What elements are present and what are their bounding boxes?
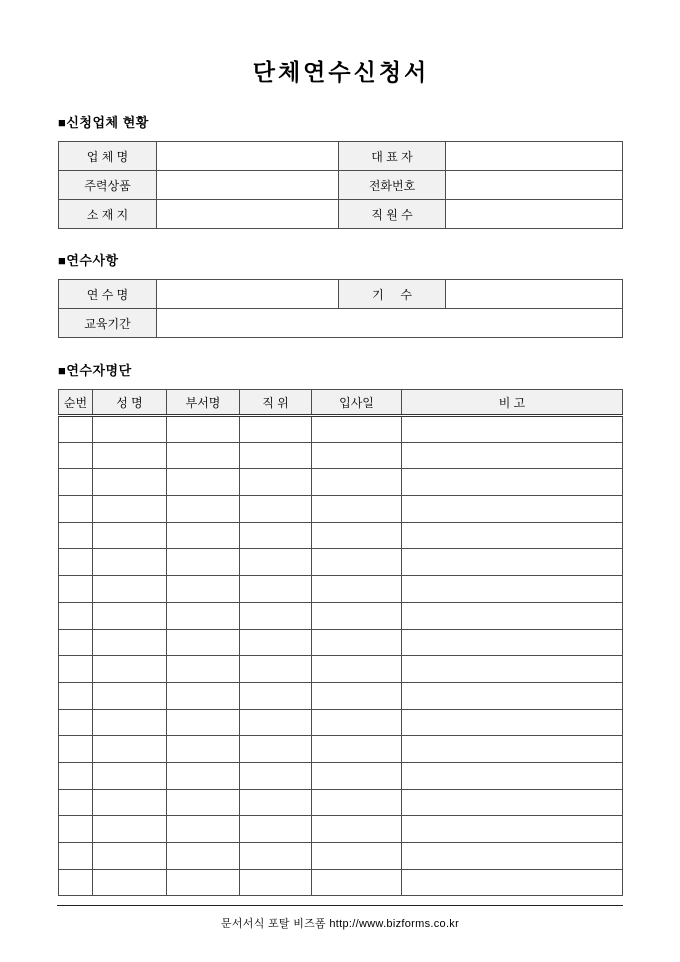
- empty-cell: [93, 843, 167, 870]
- empty-cell: [240, 496, 312, 523]
- trainee-row: [59, 549, 623, 576]
- empty-cell: [167, 442, 240, 469]
- field-value-training-name: [157, 280, 339, 309]
- empty-cell: [167, 629, 240, 656]
- empty-cell: [93, 629, 167, 656]
- empty-cell: [167, 762, 240, 789]
- trainee-header-row: [59, 390, 623, 416]
- company-info-table: [58, 141, 623, 229]
- empty-cell: [402, 416, 623, 443]
- trainee-row: [59, 736, 623, 763]
- empty-cell: [402, 736, 623, 763]
- empty-cell: [59, 549, 93, 576]
- trainee-row: [59, 682, 623, 709]
- training-info-table: [58, 279, 623, 338]
- empty-cell: [402, 843, 623, 870]
- section-heading-trainees: ■연수자명단: [58, 363, 132, 378]
- field-value-location: [157, 200, 339, 229]
- empty-cell: [240, 709, 312, 736]
- empty-cell: [402, 522, 623, 549]
- empty-cell: [312, 709, 402, 736]
- trainee-row: [59, 522, 623, 549]
- empty-cell: [402, 442, 623, 469]
- empty-cell: [312, 469, 402, 496]
- empty-cell: [312, 736, 402, 763]
- empty-cell: [59, 442, 93, 469]
- empty-cell: [93, 656, 167, 683]
- empty-cell: [167, 576, 240, 603]
- empty-cell: [59, 762, 93, 789]
- empty-cell: [240, 442, 312, 469]
- empty-cell: [240, 762, 312, 789]
- empty-cell: [240, 576, 312, 603]
- empty-cell: [167, 602, 240, 629]
- empty-cell: [312, 762, 402, 789]
- empty-cell: [167, 682, 240, 709]
- trainee-row: [59, 416, 623, 443]
- empty-cell: [240, 656, 312, 683]
- empty-cell: [312, 869, 402, 896]
- empty-cell: [402, 762, 623, 789]
- empty-cell: [93, 736, 167, 763]
- empty-cell: [59, 843, 93, 870]
- empty-cell: [402, 869, 623, 896]
- empty-cell: [312, 816, 402, 843]
- empty-cell: [312, 843, 402, 870]
- empty-cell: [93, 789, 167, 816]
- footer-divider: [57, 905, 623, 906]
- column-header-department: 부서명: [167, 390, 240, 416]
- empty-cell: [240, 629, 312, 656]
- trainee-row: [59, 469, 623, 496]
- trainee-row: [59, 762, 623, 789]
- empty-cell: [167, 869, 240, 896]
- empty-cell: [312, 522, 402, 549]
- column-header-position: 직 위: [240, 390, 312, 416]
- empty-cell: [402, 496, 623, 523]
- trainee-row: [59, 789, 623, 816]
- empty-cell: [167, 709, 240, 736]
- empty-cell: [240, 602, 312, 629]
- empty-cell: [59, 629, 93, 656]
- document-content: [58, 0, 624, 896]
- empty-cell: [93, 709, 167, 736]
- empty-cell: [402, 602, 623, 629]
- empty-cell: [93, 416, 167, 443]
- field-label-training-period: 교육기간: [59, 309, 157, 338]
- empty-cell: [312, 629, 402, 656]
- empty-cell: [59, 469, 93, 496]
- empty-cell: [167, 789, 240, 816]
- training-row-1: [59, 280, 623, 309]
- empty-cell: [167, 522, 240, 549]
- empty-cell: [240, 416, 312, 443]
- column-header-number: 순번: [59, 390, 93, 416]
- field-label-training-name: 연 수 명: [59, 280, 157, 309]
- field-label-employee-count: 직 원 수: [339, 200, 446, 229]
- trainee-row: [59, 656, 623, 683]
- trainee-rows: [59, 416, 623, 896]
- trainee-row: [59, 602, 623, 629]
- empty-cell: [312, 656, 402, 683]
- column-header-remarks: 비 고: [402, 390, 623, 416]
- trainee-row: [59, 843, 623, 870]
- trainee-list-table: [58, 389, 623, 896]
- trainee-row: [59, 816, 623, 843]
- empty-cell: [312, 416, 402, 443]
- empty-cell: [93, 816, 167, 843]
- empty-cell: [59, 496, 93, 523]
- empty-cell: [59, 522, 93, 549]
- trainee-row: [59, 496, 623, 523]
- empty-cell: [93, 576, 167, 603]
- empty-cell: [59, 576, 93, 603]
- footer-site-credit: 문서서식 포탈 비즈폼 http://www.bizforms.co.kr: [220, 918, 460, 931]
- empty-cell: [59, 869, 93, 896]
- empty-cell: [402, 549, 623, 576]
- empty-cell: [59, 416, 93, 443]
- empty-cell: [59, 709, 93, 736]
- empty-cell: [59, 816, 93, 843]
- company-row-1: [59, 142, 623, 171]
- section-heading-company: ■신청업체 현황: [58, 115, 149, 130]
- training-row-2: [59, 309, 623, 338]
- empty-cell: [312, 576, 402, 603]
- empty-cell: [240, 682, 312, 709]
- empty-cell: [312, 602, 402, 629]
- empty-cell: [59, 736, 93, 763]
- empty-cell: [402, 816, 623, 843]
- empty-cell: [312, 549, 402, 576]
- column-header-hire-date: 입사일: [312, 390, 402, 416]
- empty-cell: [167, 656, 240, 683]
- trainee-row: [59, 869, 623, 896]
- trainee-row: [59, 576, 623, 603]
- empty-cell: [240, 522, 312, 549]
- field-value-company-name: [157, 142, 339, 171]
- field-label-main-product: 주력상품: [59, 171, 157, 200]
- empty-cell: [312, 789, 402, 816]
- empty-cell: [240, 789, 312, 816]
- empty-cell: [59, 789, 93, 816]
- empty-cell: [93, 869, 167, 896]
- field-label-representative: 대 표 자: [339, 142, 446, 171]
- empty-cell: [167, 843, 240, 870]
- empty-cell: [402, 682, 623, 709]
- field-value-phone: [446, 171, 623, 200]
- empty-cell: [93, 442, 167, 469]
- empty-cell: [240, 549, 312, 576]
- empty-cell: [167, 736, 240, 763]
- document-title: 단체연수신청서: [252, 59, 430, 85]
- empty-cell: [402, 789, 623, 816]
- empty-cell: [312, 442, 402, 469]
- section-heading-training: ■연수사항: [58, 253, 119, 268]
- empty-cell: [240, 736, 312, 763]
- trainee-row: [59, 709, 623, 736]
- empty-cell: [312, 496, 402, 523]
- column-header-name: 성 명: [93, 390, 167, 416]
- empty-cell: [59, 656, 93, 683]
- empty-cell: [167, 816, 240, 843]
- empty-cell: [93, 522, 167, 549]
- empty-cell: [93, 602, 167, 629]
- field-value-employee-count: [446, 200, 623, 229]
- empty-cell: [402, 656, 623, 683]
- empty-cell: [93, 496, 167, 523]
- empty-cell: [167, 469, 240, 496]
- field-value-main-product: [157, 171, 339, 200]
- empty-cell: [402, 629, 623, 656]
- field-value-cohort: [446, 280, 623, 309]
- trainee-row: [59, 629, 623, 656]
- empty-cell: [240, 816, 312, 843]
- empty-cell: [402, 709, 623, 736]
- trainee-row: [59, 442, 623, 469]
- empty-cell: [93, 682, 167, 709]
- empty-cell: [240, 469, 312, 496]
- field-value-training-period: [157, 309, 623, 338]
- empty-cell: [402, 469, 623, 496]
- field-label-location: 소 재 지: [59, 200, 157, 229]
- company-row-2: [59, 171, 623, 200]
- empty-cell: [59, 602, 93, 629]
- empty-cell: [312, 682, 402, 709]
- empty-cell: [240, 843, 312, 870]
- field-label-cohort: 기 수: [339, 280, 446, 309]
- field-label-company-name: 업 체 명: [59, 142, 157, 171]
- company-row-3: [59, 200, 623, 229]
- empty-cell: [167, 416, 240, 443]
- empty-cell: [59, 682, 93, 709]
- empty-cell: [167, 496, 240, 523]
- field-value-representative: [446, 142, 623, 171]
- empty-cell: [93, 762, 167, 789]
- empty-cell: [240, 869, 312, 896]
- empty-cell: [167, 549, 240, 576]
- empty-cell: [93, 549, 167, 576]
- empty-cell: [93, 469, 167, 496]
- empty-cell: [402, 576, 623, 603]
- field-label-phone: 전화번호: [339, 171, 446, 200]
